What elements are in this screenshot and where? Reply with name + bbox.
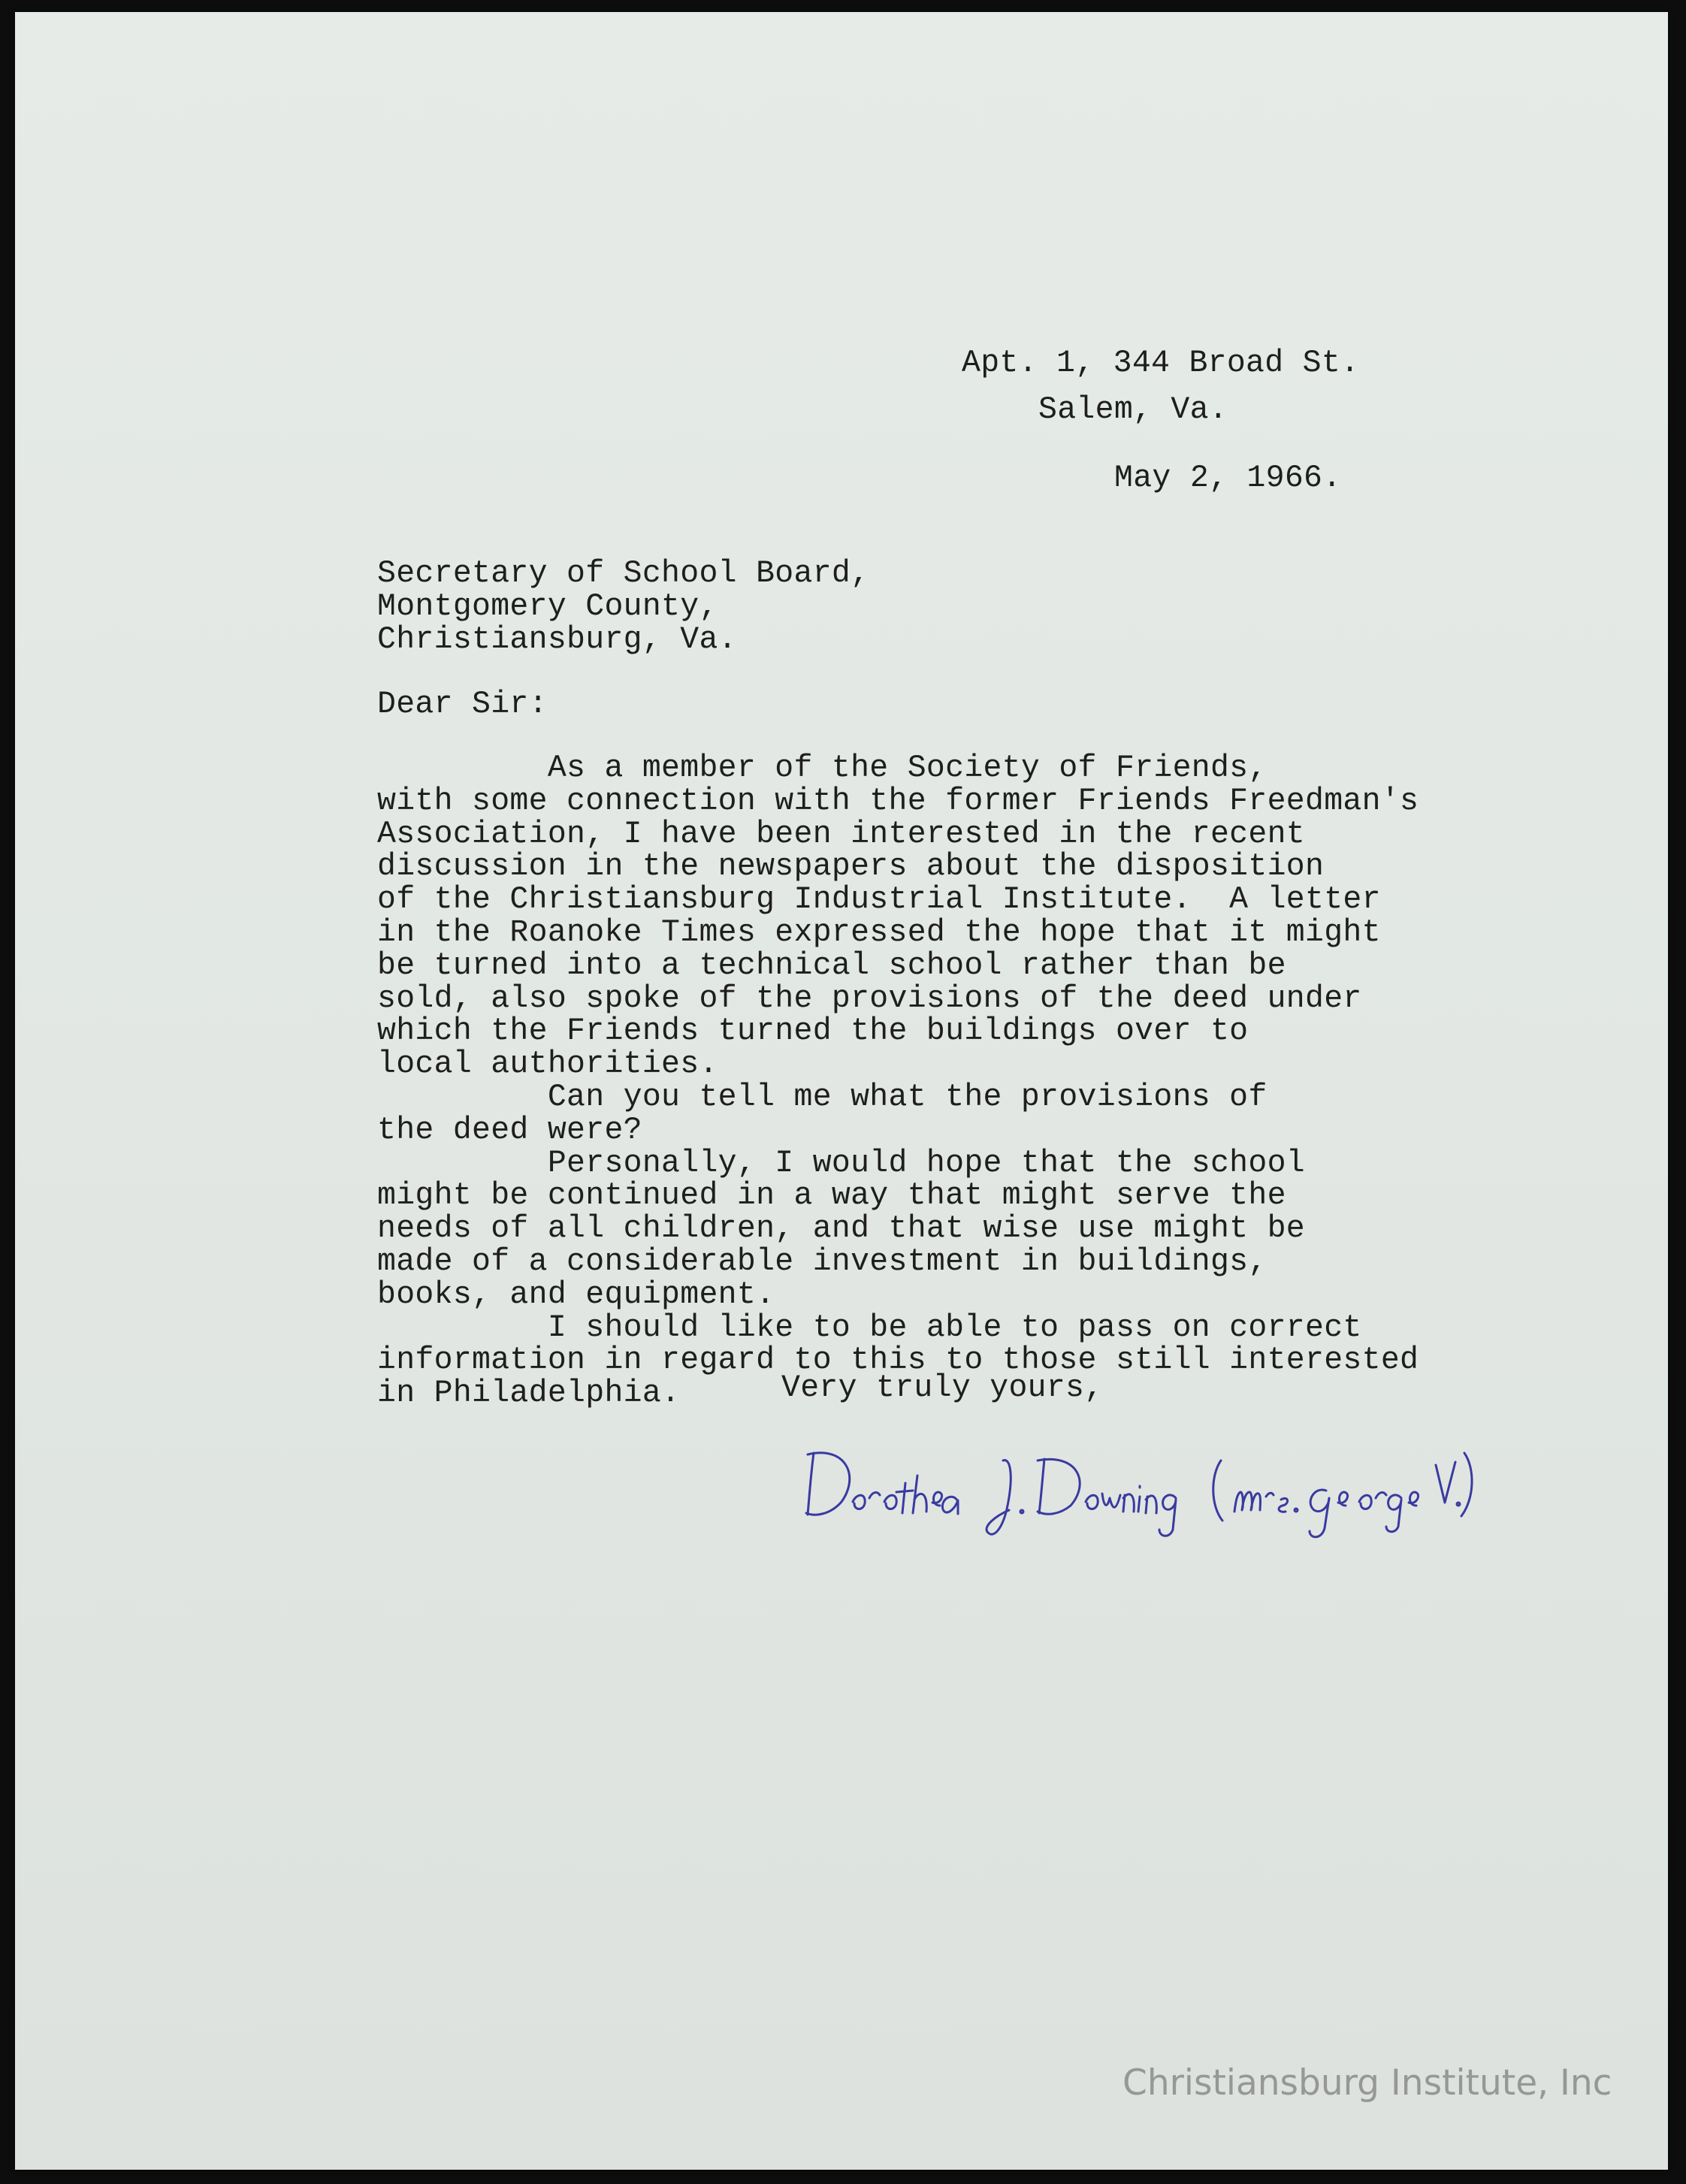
letter-date: May 2, 1966.: [1114, 461, 1342, 496]
body-line: the deed were?: [377, 1112, 642, 1148]
watermark: Christiansburg Institute, Inc: [1122, 2062, 1612, 2104]
body-line: discussion in the newspapers about the disposition: [377, 849, 1325, 885]
recipient-line-3: Christiansburg, Va.: [377, 622, 737, 657]
body-line: needs of all children, and that wise use might be: [377, 1211, 1305, 1247]
body-line: in the Roanoke Times expressed the hope that it might: [377, 915, 1381, 950]
body-line: which the Friends turned the buildings over to: [377, 1013, 1249, 1050]
body-line: might be continued in a way that might serve the: [377, 1178, 1286, 1214]
body-line: Can you tell me what the provisions of: [377, 1080, 1268, 1115]
body-line: Personally, I would hope that the school: [377, 1145, 1305, 1181]
body-line: of the Christiansburg Industrial Institute. A letter: [377, 882, 1381, 918]
body-line: with some connection with the former Friends Freedman's: [377, 783, 1419, 819]
body-line: be turned into a technical school rather than be: [377, 947, 1286, 983]
body-line: As a member of the Society of Friends,: [377, 751, 1268, 786]
recipient-line-2: Montgomery County,: [377, 589, 718, 624]
body-line: local authorities.: [377, 1047, 718, 1083]
body-line: made of a considerable investment in buildings,: [377, 1244, 1268, 1279]
recipient-line-1: Secretary of School Board,: [377, 556, 870, 591]
body-line: sold, also spoke of the provisions of the deed under: [377, 980, 1362, 1016]
sender-address-line-1: Apt. 1, 344 Broad St.: [962, 346, 1360, 381]
letter-page: [15, 12, 1668, 2170]
sender-address-line-2: Salem, Va.: [1038, 392, 1228, 427]
closing: Very truly yours,: [781, 1370, 1104, 1406]
body-line: Association, I have been interested in the recent: [377, 816, 1305, 852]
salutation: Dear Sir:: [377, 687, 548, 722]
body-line: books, and equipment.: [377, 1276, 775, 1313]
handwritten-signature: [800, 1430, 1476, 1543]
body-line: I should like to be able to pass on correct: [377, 1309, 1362, 1346]
body-line: information in regard to this to those still interested: [377, 1343, 1419, 1379]
body-line: in Philadelphia.: [377, 1376, 681, 1412]
